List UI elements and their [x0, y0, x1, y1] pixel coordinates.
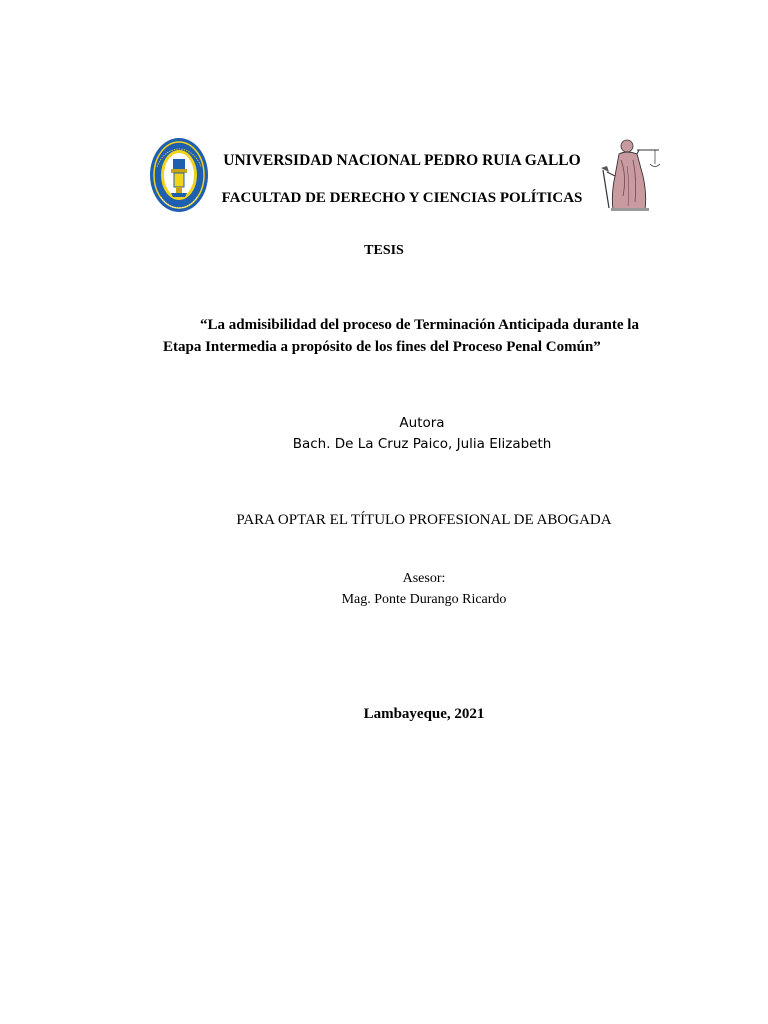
advisor-label: Asesor:: [402, 571, 446, 586]
advisor-name: Mag. Ponte Durango Ricardo: [341, 592, 507, 607]
university-name: UNIVERSIDAD NACIONAL PEDRO RUIA GALLO: [223, 152, 581, 169]
place-date: Lambayeque, 2021: [363, 706, 485, 722]
thesis-title-line-2: Etapa Intermedia a propósito de los fines del Proceso Penal Común”: [163, 339, 601, 355]
author-name: Bach. De La Cruz Paico, Julia Elizabeth: [292, 436, 552, 452]
document-type: TESIS: [364, 243, 404, 258]
thesis-title-line-1: “La admisibilidad del proceso de Terminación Anticipada durante la: [200, 317, 639, 333]
degree-statement: PARA OPTAR EL TÍTULO PROFESIONAL DE ABOGADA: [236, 512, 612, 528]
faculty-name: FACULTAD DE DERECHO Y CIENCIAS POLÍTICAS: [221, 190, 583, 206]
author-label: Autora: [399, 415, 445, 431]
